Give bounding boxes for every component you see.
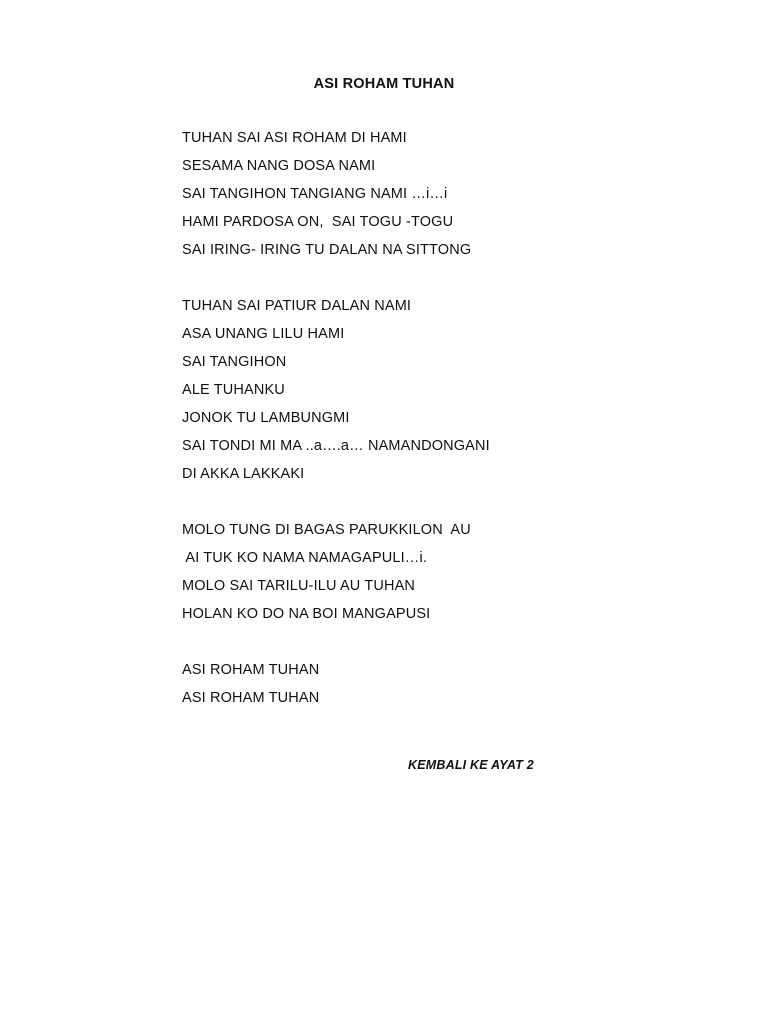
stanza (182, 516, 702, 628)
lyric-line: TUHAN SAI PATIUR DALAN NAMI (182, 298, 412, 314)
lyric-line: HAMI PARDOSA ON, SAI TOGU -TOGU (182, 214, 454, 230)
stanza-spacer (182, 264, 702, 292)
lyric-line: SAI TONDI MI MA ..a….a… NAMANDONGANI (182, 438, 490, 454)
lyric-line: DI AKKA LAKKAKI (182, 466, 305, 482)
lyric-line: SESAMA NANG DOSA NAMI (182, 158, 376, 174)
lyric-line: JONOK TU LAMBUNGMI (182, 410, 350, 426)
lyric-line: HOLAN KO DO NA BOI MANGAPUSI (182, 606, 431, 622)
lyric-line: ASA UNANG LILU HAMI (182, 326, 345, 342)
stanza (182, 292, 702, 488)
stanza-spacer (182, 488, 702, 516)
lyric-line: MOLO SAI TARILU-ILU AU TUHAN (182, 578, 416, 594)
lyric-line: ASI ROHAM TUHAN (182, 690, 320, 706)
lyric-line: SAI TANGIHON (182, 354, 287, 370)
song-title: ASI ROHAM TUHAN (313, 76, 455, 92)
lyric-line: SAI TANGIHON TANGIANG NAMI …i…i (182, 186, 448, 202)
lyrics-body (182, 124, 702, 712)
lyric-line: MOLO TUNG DI BAGAS PARUKKILON AU (182, 522, 471, 538)
stanza (182, 124, 702, 264)
lyric-line: ALE TUHANKU (182, 382, 285, 398)
stanza (182, 656, 702, 712)
lyric-line: AI TUK KO NAMA NAMAGAPULI…i. (182, 550, 428, 566)
lyric-line: ASI ROHAM TUHAN (182, 662, 320, 678)
lyric-line: TUHAN SAI ASI ROHAM DI HAMI (182, 130, 407, 146)
footer-note: KEMBALI KE AYAT 2 (408, 758, 534, 772)
stanza-spacer (182, 628, 702, 656)
lyric-line: SAI IRING- IRING TU DALAN NA SITTONG (182, 242, 472, 258)
